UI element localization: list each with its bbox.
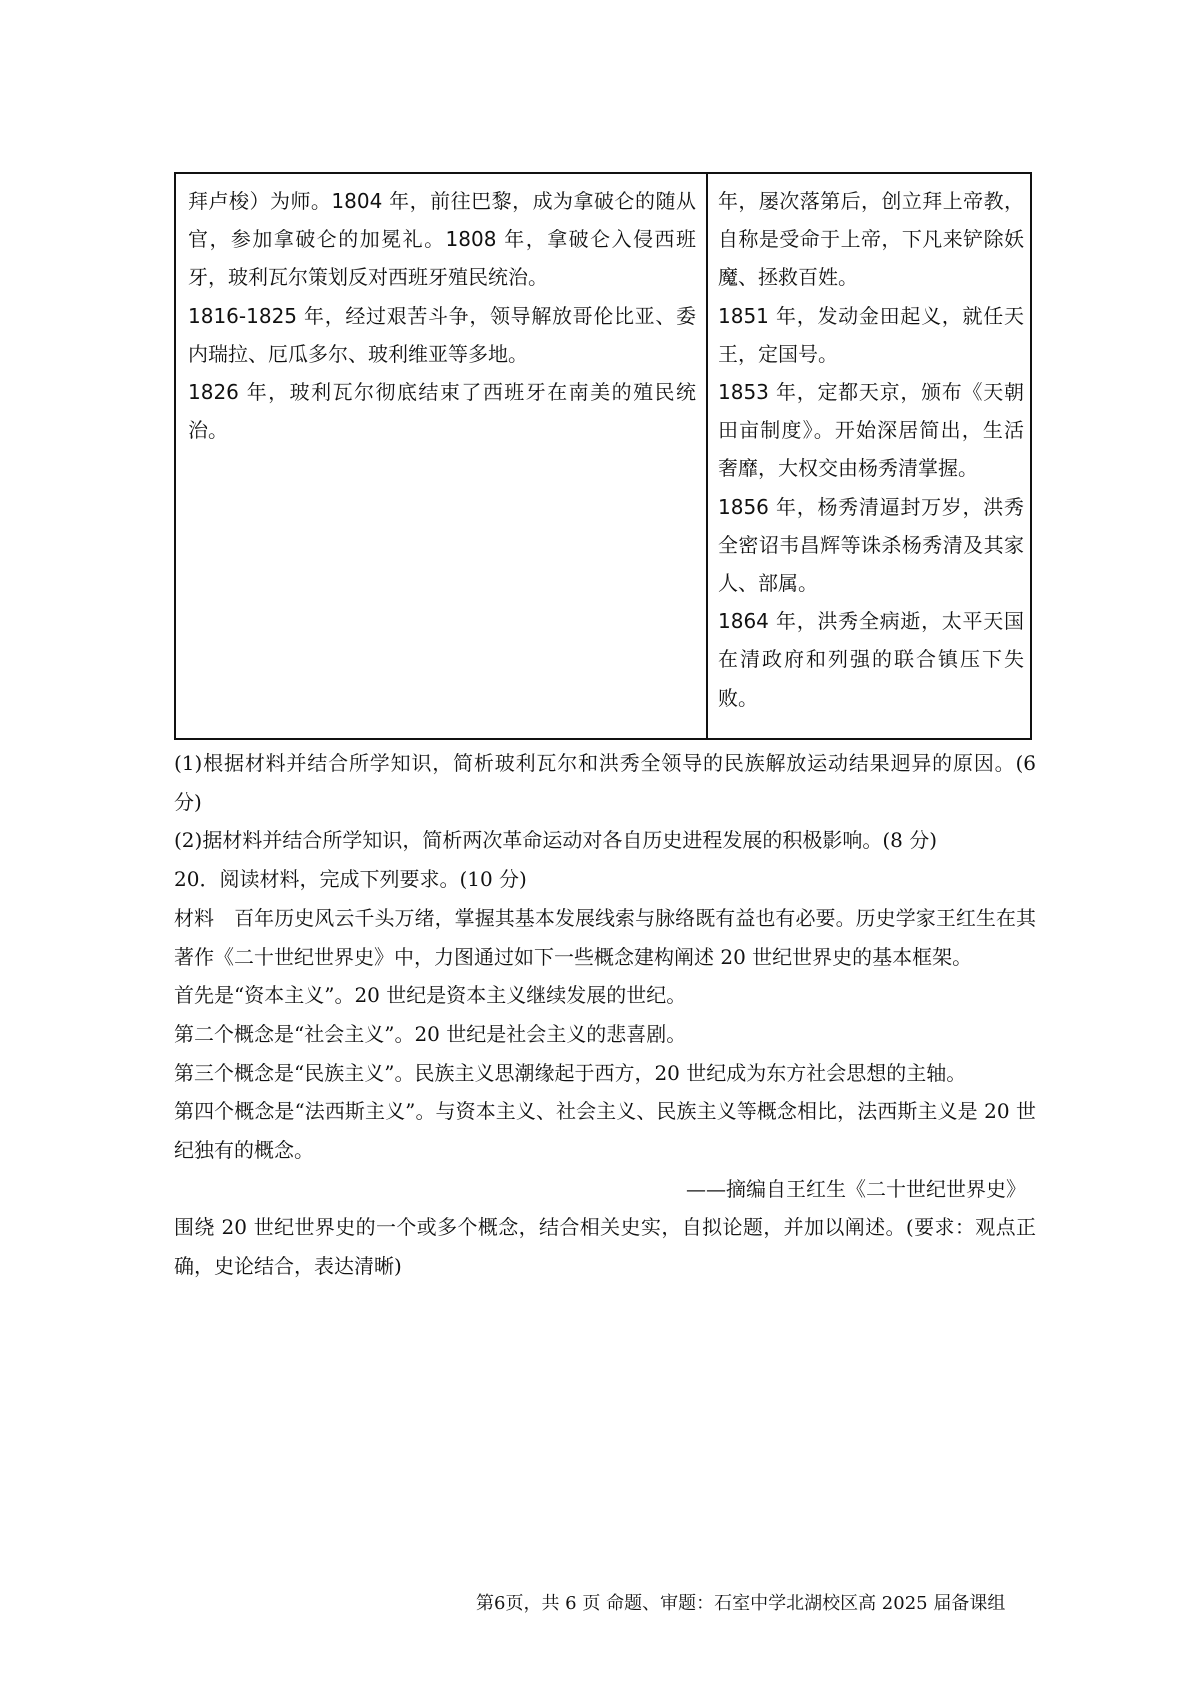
question-19-part-1: (1)根据材料并结合所学知识，简析玻利瓦尔和洪秀全领导的民族解放运动结果迥异的原因。(6 分)	[174, 751, 1036, 814]
table-paragraph: 拜卢梭）为师。1804 年，前往巴黎，成为拿破仑的随从官，参加拿破仑的加冕礼。1808 年，拿破仑入侵西班牙，玻利瓦尔策划反对西班牙殖民统治。	[188, 189, 696, 290]
essay-task: 围绕 20 世纪世界史的一个或多个概念，结合相关史实，自拟论题，并加以阐述。(要求：观点正确，史论结合，表达清晰)	[174, 1215, 1036, 1279]
question-19-part-2: (2)据材料并结合所学知识，简析两次革命运动对各自历史进程发展的积极影响。(8 分)	[174, 828, 938, 853]
questions-section	[174, 744, 1036, 1286]
material-intro-text: 百年历史风云千头万绪，掌握其基本发展线索与脉络既有益也有必要。历史学家王红生在其著作《二十世纪世界史》中，力图通过如下一些概念建构阐述 20 世纪世界史的基本框架。	[174, 905, 1037, 969]
material-label: 材料	[174, 905, 215, 930]
table-column-divider	[706, 174, 708, 738]
table-cell-hong-xiuquan	[718, 182, 1024, 717]
question-20-title: 20．阅读材料，完成下列要求。(10 分)	[174, 867, 527, 892]
table-paragraph: 1864 年，洪秀全病逝，太平天国在清政府和列强的联合镇压下失败。	[718, 609, 1024, 710]
page-footer: 第6页，共 6 页 命题、审题：石室中学北湖校区高 2025 届备课组	[476, 1593, 1006, 1614]
material-intro	[174, 899, 1036, 976]
table-paragraph: 1826 年，玻利瓦尔彻底结束了西班牙在南美的殖民统治。	[188, 380, 696, 443]
material-source: ——摘编自王红生《二十世纪世界史》	[686, 1176, 1026, 1201]
material-concept-1: 首先是“资本主义”。20 世纪是资本主义继续发展的世纪。	[174, 983, 687, 1008]
comparison-table	[174, 172, 1032, 740]
table-paragraph: 1851 年，发动金田起义，就任天王，定国号。	[718, 303, 1024, 366]
table-paragraph: 年，屡次落第后，创立拜上帝教，自称是受命于上帝，下凡来铲除妖魔、拯救百姓。	[718, 189, 1024, 290]
table-paragraph: 1853 年，定都天京，颁布《天朝田亩制度》。开始深居简出，生活奢靡，大权交由杨秀清掌握。	[718, 380, 1024, 481]
material-concept-3: 第三个概念是“民族主义”。民族主义思潮缘起于西方，20 世纪成为东方社会思想的主轴。	[174, 1060, 967, 1085]
table-paragraph: 1816-1825 年，经过艰苦斗争，领导解放哥伦比亚、委内瑞拉、厄瓜多尔、玻利维亚等多地。	[188, 303, 696, 366]
material-concept-4: 第四个概念是“法西斯主义”。与资本主义、社会主义、民族主义等概念相比，法西斯主义是 20 世纪独有的概念。	[174, 1099, 1036, 1163]
table-cell-bolivar	[188, 182, 696, 449]
table-paragraph: 1856 年，杨秀清逼封万岁，洪秀全密诏韦昌辉等诛杀杨秀清及其家人、部属。	[718, 494, 1024, 596]
material-concept-2: 第二个概念是“社会主义”。20 世纪是社会主义的悲喜剧。	[174, 1021, 687, 1046]
